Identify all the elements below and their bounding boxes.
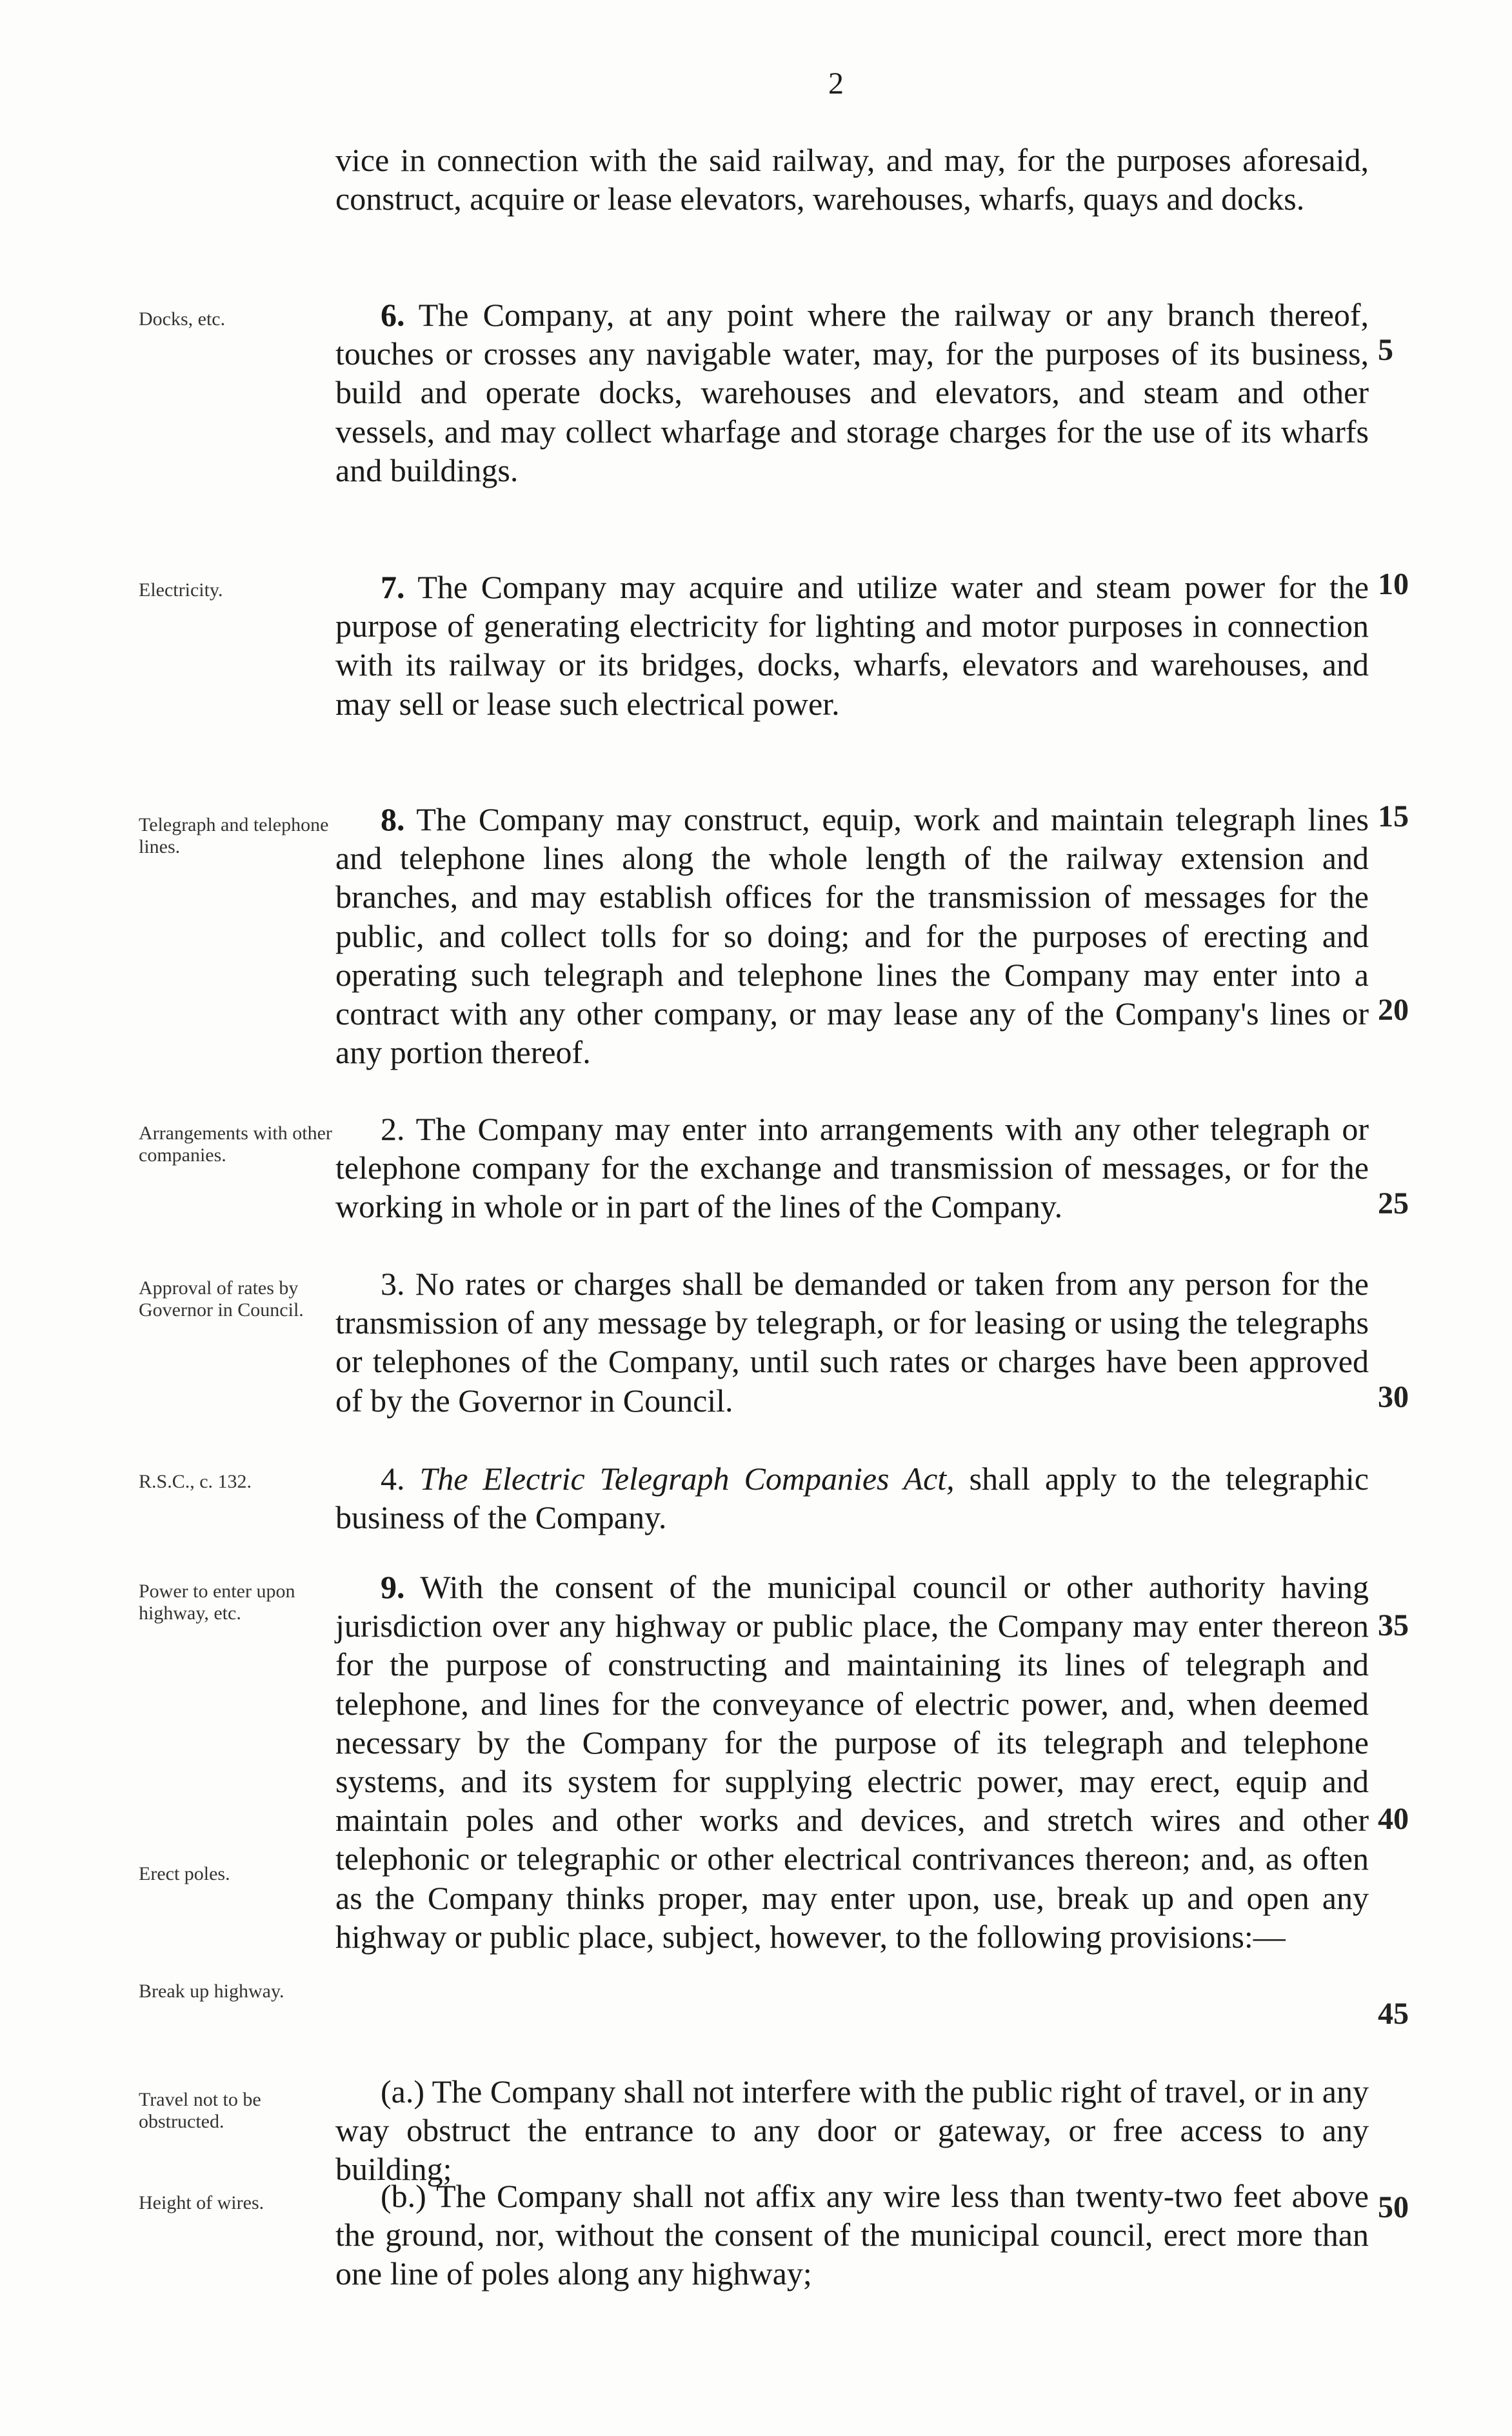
- page-number: 2: [828, 66, 844, 101]
- section-8: [335, 800, 1369, 1072]
- line-number: 20: [1378, 993, 1409, 1027]
- subsection-number: 3.: [381, 1266, 405, 1302]
- paragraph-label: (b.): [381, 2178, 426, 2214]
- section-text: The Company, at any point where the railway or any branch thereof, touches or crosses any navigable water, may, for the purposes of its business, build and operate docks, warehouses and elevators, and steam and other vessels, and may collect wharfage and storage charges for the use of its wharfs and buildings.: [335, 297, 1369, 488]
- line-number: 15: [1378, 799, 1409, 834]
- section-9: [335, 1568, 1369, 1956]
- paragraph-text: The Company shall not interfere with the public right of travel, or in any way obstruct the entrance to any door or gateway, or free access to any building;: [335, 2073, 1369, 2188]
- subsection-text: shall apply to the telegraphic business of the Company.: [335, 1461, 1369, 1536]
- section-number: 7.: [381, 569, 405, 605]
- subsection-number: 2.: [381, 1111, 405, 1147]
- line-number: 45: [1378, 1997, 1409, 2031]
- paragraph-b: [335, 2177, 1369, 2293]
- act-title: The Electric Telegraph Companies Act,: [419, 1461, 955, 1497]
- subsection-8-3: [335, 1264, 1369, 1420]
- margin-note-break-up: Break up highway.: [139, 1981, 284, 2002]
- line-number: 5: [1378, 333, 1393, 367]
- subsection-text: The Company may enter into arrangements with any other telegraph or telephone company for the exchange and transmission of messages, or for the working in whole or in part of the lines of the Company.: [335, 1111, 1369, 1225]
- section-text: The Company may acquire and utilize water and steam power for the purpose of generating electricity for lighting and motor purposes in connection with its railway or its bridges, docks, wharfs, elevators and warehouses, and may sell or lease such electrical power.: [335, 569, 1369, 722]
- margin-note-approval: Approval of rates by Governor in Council.: [139, 1277, 304, 1321]
- margin-note-docks: Docks, etc.: [139, 308, 226, 330]
- paragraph-a: [335, 2072, 1369, 2189]
- section-text: The Company may construct, equip, work and maintain telegraph lines and telephone lines along the whole length of the railway extension and branches, and may establish offices for the transmission of messages for the public, and collect tolls for so doing; and for the purposes of erecting and operating such telegraph and telephone lines the Company may enter into a contract with any other company, or may lease any of the Company's lines or any portion thereof.: [335, 801, 1369, 1071]
- margin-note-height: Height of wires.: [139, 2192, 264, 2213]
- line-number: 35: [1378, 1608, 1409, 1642]
- margin-note-rsc: R.S.C., c. 132.: [139, 1471, 252, 1492]
- line-number: 40: [1378, 1802, 1409, 1836]
- section-number: 6.: [381, 297, 405, 333]
- section-7: [335, 568, 1369, 723]
- line-number: 30: [1378, 1380, 1409, 1414]
- section-number: 9.: [381, 1569, 405, 1605]
- margin-note-arrangements: Arrangements with other companies.: [139, 1123, 332, 1166]
- margin-note-electricity: Electricity.: [139, 579, 223, 601]
- subsection-8-2: [335, 1110, 1369, 1226]
- margin-note-travel: Travel not to be obstructed.: [139, 2089, 261, 2132]
- subsection-number: 4.: [381, 1461, 405, 1497]
- line-number: 10: [1378, 567, 1409, 601]
- subsection-8-4: [335, 1459, 1369, 1537]
- line-number: 50: [1378, 2190, 1409, 2224]
- line-number: 25: [1378, 1186, 1409, 1221]
- section-text: With the consent of the municipal council or other authority having jurisdiction over any highway or public place, the Company may enter thereon for the purpose of constructing and maintaining its lines of telegraph and telephone, and lines for the conveyance of electric power, and, when deemed necessary by the Company for the purpose of its telegraph and telephone systems, and its system for supplying electric power, may erect, equip and maintain poles and other works and devices, and stretch wires and other telephonic or telegraphic or other electrical contrivances thereon; and, as often as the Company thinks proper, may enter upon, use, break up and open any highway or public place, subject, however, to the following provisions:—: [335, 1569, 1369, 1955]
- subsection-text: No rates or charges shall be demanded or taken from any person for the transmission of any message by telegraph, or for leasing or using the telegraphs or telephones of the Company, until such rates or charges have been approved of by the Governor in Council.: [335, 1266, 1369, 1419]
- section-number: 8.: [381, 801, 405, 837]
- section-6: [335, 295, 1369, 490]
- margin-note-telegraph: Telegraph and telephone lines.: [139, 814, 329, 857]
- margin-note-power-to-enter: Power to enter upon highway, etc.: [139, 1581, 295, 1624]
- continuation-paragraph: vice in connection with the said railway, and may, for the purposes aforesaid, construct, acquire or lease elevators, warehouses, wharfs, quays and docks.: [335, 142, 1369, 217]
- paragraph-text: The Company shall not affix any wire less than twenty-two feet above the ground, nor, without the consent of the municipal council, erect more than one line of poles along any highway;: [335, 2178, 1369, 2292]
- margin-note-erect-poles: Erect poles.: [139, 1863, 230, 1884]
- paragraph-label: (a.): [381, 2073, 424, 2110]
